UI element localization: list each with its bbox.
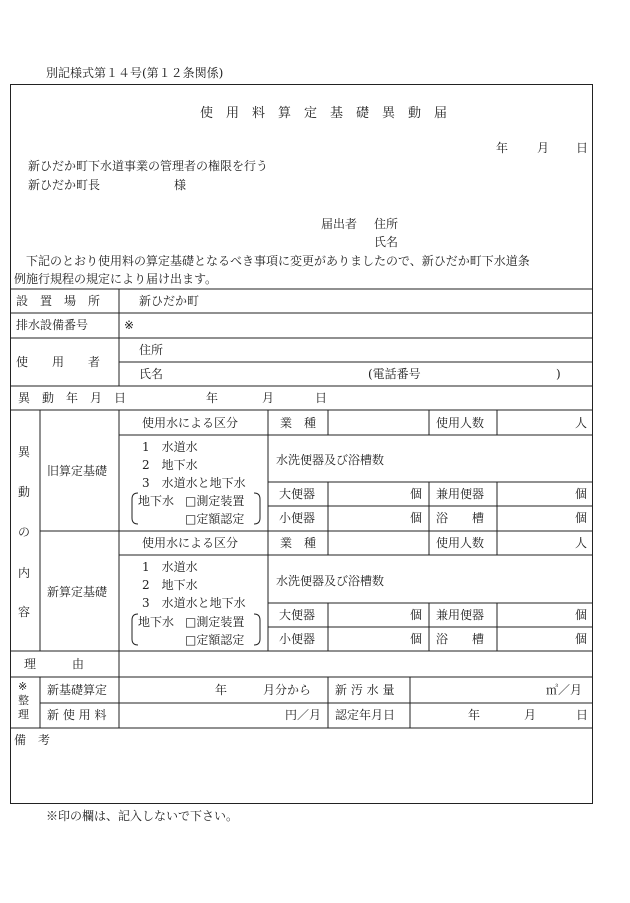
new-water-class-header: 使用水による区分 bbox=[142, 536, 239, 550]
change-date-label: 異 動 年 月 日 bbox=[18, 391, 127, 405]
body-text-line1: 下記のとおり使用料の算定基礎となるべき事項に変更がありましたので、新ひだか町下水道条 bbox=[14, 254, 530, 268]
change-vertical-char-3: の bbox=[18, 525, 31, 539]
new-toilet-large-label: 大便器 bbox=[279, 608, 316, 622]
user-phone-label[interactable]: (電話番号 bbox=[368, 367, 421, 381]
cert-year-label: 年 bbox=[468, 708, 481, 722]
user-phone-close: ) bbox=[556, 367, 561, 381]
new-fee-label: 新 使 用 料 bbox=[47, 708, 107, 722]
new-measure-device-checkbox[interactable]: □測定装置 bbox=[185, 615, 245, 629]
date-year-label: 年 bbox=[496, 141, 509, 155]
applicant-label: 届出者 bbox=[321, 217, 358, 231]
old-toilet-large-unit: 個 bbox=[410, 487, 423, 501]
new-toilet-small-unit: 個 bbox=[410, 632, 423, 646]
old-fixed-amount-checkbox[interactable]: □定額認定 bbox=[185, 512, 245, 526]
cert-day-label: 日 bbox=[576, 708, 589, 722]
new-bathtub-label: 浴 槽 bbox=[436, 632, 485, 646]
old-basis-label: 旧算定基礎 bbox=[47, 464, 108, 478]
new-toilet-small-label: 小便器 bbox=[279, 632, 316, 646]
old-measure-device-checkbox[interactable]: □測定装置 bbox=[185, 494, 245, 508]
location-label: 設 置 場 所 bbox=[16, 294, 101, 308]
new-bathtub-unit: 個 bbox=[575, 632, 588, 646]
drain-number-mark[interactable]: ※ bbox=[124, 318, 135, 332]
old-fixtures-header: 水洗便器及び浴槽数 bbox=[276, 453, 385, 467]
change-date-day[interactable]: 日 bbox=[315, 391, 328, 405]
drain-number-label: 排水設備番号 bbox=[16, 318, 89, 332]
new-toilet-combined-label: 兼用便器 bbox=[436, 608, 485, 622]
old-toilet-small-label: 小便器 bbox=[279, 511, 316, 525]
location-value[interactable]: 新ひだか町 bbox=[139, 294, 200, 308]
old-toilet-combined-unit: 個 bbox=[575, 487, 588, 501]
form-title: 使 用 料 算 定 基 礎 異 動 届 bbox=[200, 106, 448, 121]
addressee-line2: 新ひだか町長 bbox=[28, 178, 101, 192]
cert-date-label: 認定年月日 bbox=[335, 708, 396, 722]
change-vertical-char-1: 異 bbox=[18, 445, 31, 459]
reason-label: 理 由 bbox=[24, 657, 85, 671]
new-sewage-unit: ㎥／月 bbox=[546, 683, 583, 697]
new-groundwater-label: 地下水 bbox=[138, 615, 175, 629]
new-fixtures-header: 水洗便器及び浴槽数 bbox=[276, 574, 385, 588]
old-option-2[interactable]: 2 地下水 bbox=[142, 458, 198, 472]
change-vertical-char-2: 動 bbox=[18, 485, 31, 499]
old-users-label: 使用人数 bbox=[436, 416, 485, 430]
admin-mark-char-3: 理 bbox=[18, 708, 29, 721]
old-bathtub-unit: 個 bbox=[575, 511, 588, 525]
old-toilet-combined-label: 兼用便器 bbox=[436, 487, 485, 501]
old-option-1[interactable]: 1 水道水 bbox=[142, 440, 198, 454]
admin-mark-char-1: ※ bbox=[18, 680, 28, 693]
old-toilet-large-label: 大便器 bbox=[279, 487, 316, 501]
cert-month-label: 月 bbox=[524, 708, 537, 722]
applicant-name-label: 氏名 bbox=[374, 235, 399, 249]
old-water-class-header: 使用水による区分 bbox=[142, 416, 239, 430]
old-persons-unit: 人 bbox=[575, 416, 588, 430]
new-toilet-large-unit: 個 bbox=[410, 608, 423, 622]
date-month-label: 月 bbox=[537, 141, 550, 155]
new-option-3[interactable]: 3 水道水と地下水 bbox=[142, 596, 246, 610]
new-fixed-amount-checkbox[interactable]: □定額認定 bbox=[185, 633, 245, 647]
change-date-year[interactable]: 年 bbox=[206, 391, 219, 405]
old-groundwater-label: 地下水 bbox=[138, 494, 175, 508]
new-users-label: 使用人数 bbox=[436, 536, 485, 550]
new-toilet-combined-unit: 個 bbox=[575, 608, 588, 622]
change-vertical-char-5: 容 bbox=[18, 605, 31, 619]
admin-mark-char-2: 整 bbox=[18, 694, 29, 707]
new-basis-label: 新算定基礎 bbox=[47, 585, 108, 599]
footer-note: ※印の欄は、記入しないで下さい。 bbox=[46, 809, 239, 823]
date-day-label: 日 bbox=[576, 141, 589, 155]
new-industry-label: 業 種 bbox=[280, 536, 317, 550]
new-persons-unit: 人 bbox=[575, 536, 588, 550]
new-option-2[interactable]: 2 地下水 bbox=[142, 578, 198, 592]
new-basis-from-text: 年 月分から bbox=[215, 683, 312, 697]
applicant-address-label: 住所 bbox=[374, 217, 399, 231]
change-vertical-char-4: 内 bbox=[18, 566, 31, 580]
old-industry-label: 業 種 bbox=[280, 416, 317, 430]
old-toilet-small-unit: 個 bbox=[410, 511, 423, 525]
addressee-line1: 新ひだか町下水道事業の管理者の権限を行う bbox=[28, 159, 269, 173]
addressee-honorific: 様 bbox=[174, 178, 187, 192]
remarks-label: 備 考 bbox=[14, 733, 51, 747]
user-label: 使 用 者 bbox=[16, 355, 101, 369]
new-basis-calc-label: 新基礎算定 bbox=[47, 683, 108, 697]
new-option-1[interactable]: 1 水道水 bbox=[142, 560, 198, 574]
new-fee-unit: 円／月 bbox=[285, 708, 322, 722]
old-bathtub-label: 浴 槽 bbox=[436, 511, 485, 525]
old-option-3[interactable]: 3 水道水と地下水 bbox=[142, 476, 246, 490]
form-number-note: 別記様式第１４号(第１２条関係) bbox=[46, 66, 224, 80]
change-date-month[interactable]: 月 bbox=[262, 391, 275, 405]
new-sewage-label: 新 汚 水 量 bbox=[335, 683, 395, 697]
body-text-line2: 例施行規程の規定により届け出ます。 bbox=[14, 272, 218, 286]
user-address-label[interactable]: 住所 bbox=[139, 343, 164, 357]
user-name-label[interactable]: 氏名 bbox=[139, 367, 164, 381]
